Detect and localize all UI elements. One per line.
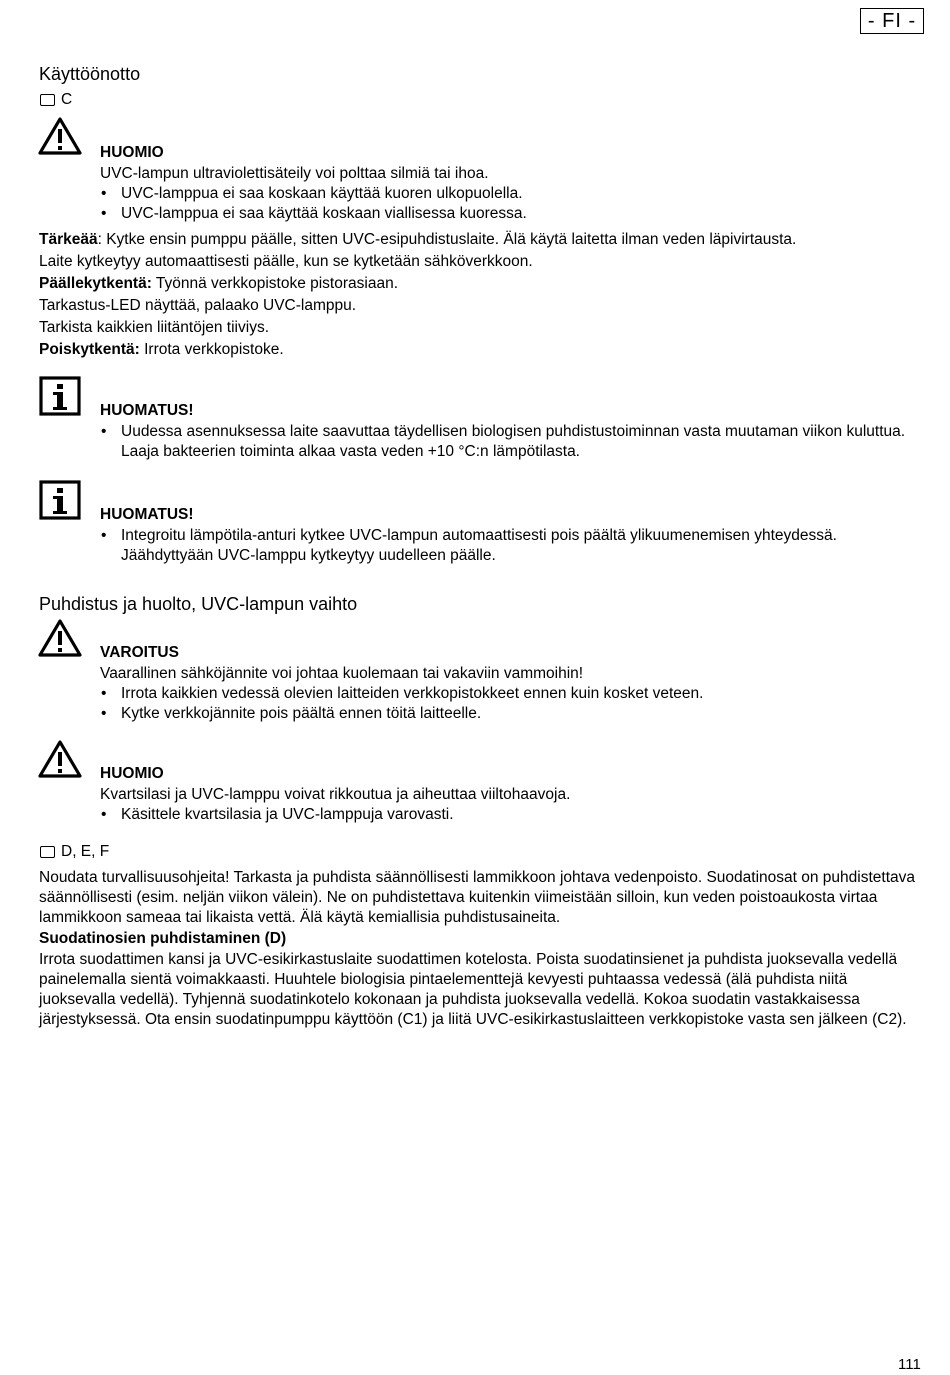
instruction-line <box>39 339 929 361</box>
note-block <box>100 401 920 462</box>
instruction-line <box>39 273 929 295</box>
list-item: • UVC-lamppua ei saa käyttää koskaan viallisessa kuoressa. <box>100 204 900 224</box>
warning-block <box>100 643 900 724</box>
caution-bullet-list <box>100 805 900 825</box>
figure-box-icon <box>40 94 55 106</box>
instruction-text: Irrota verkkopistoke. <box>139 341 284 358</box>
caution-heading: HUOMIO <box>100 144 164 161</box>
caution-text: UVC-lampun ultraviolettisäteily voi polttaa silmiä tai ihoa. <box>100 165 489 182</box>
caution-bullet-list <box>100 184 900 224</box>
instruction-text: Tarkista kaikkien liitäntöjen tiiviys. <box>39 319 270 336</box>
figure-reference-label: D, E, F <box>61 843 110 860</box>
instruction-text: : Kytke ensin pumppu päälle, sitten UVC-esipuhdistuslaite. Älä käytä laitetta ilman veden läpivirtausta. <box>97 231 797 248</box>
instruction-text: Tarkastus-LED näyttää, palaako UVC-lamppu. <box>39 297 357 314</box>
instruction-line <box>39 317 929 339</box>
instruction-line <box>39 229 929 251</box>
list-item: • Integroitu lämpötila-anturi kytkee UVC-lampun automaattisesti pois päältä ylikuumenemisen yhteydessä. Jäähdyttyään UVC-lamppu kytkeytyy uudelleen päälle. <box>100 526 920 566</box>
section-title-maintenance: Puhdistus ja huolto, UVC-lampun vaihto <box>39 594 358 614</box>
note-bullet-list <box>100 526 920 566</box>
info-icon <box>39 480 81 520</box>
maintenance-paragraph: Noudata turvallisuusohjeita! Tarkasta ja puhdista säännöllisesti lammikkoon johtava vedenpoisto. Suodatinosat on puhdistettava säännöllisesti (esim. neljän viikon välein). Ne on puhdistettava kuitenkin viimeistään silloin, kun veden poistoaukosta virtaa lammikkoon sameaa tai likaista vettä. Älä käytä kemiallisia puhdistusaineita. <box>39 869 916 926</box>
figure-reference <box>40 90 72 110</box>
language-tab: - FI - <box>860 8 924 34</box>
list-item: • Kytke verkkojännite pois päältä ennen töitä laitteelle. <box>100 704 900 724</box>
instruction-label: Tärkeää <box>39 231 98 248</box>
warning-triangle-icon <box>38 618 82 658</box>
section-title-commissioning: Käyttöönotto <box>39 64 141 84</box>
note-block <box>100 505 920 566</box>
subheading-filter-cleaning: Suodatinosien puhdistaminen (D) <box>39 930 287 947</box>
figure-box-icon <box>40 846 55 858</box>
note-bullet-list <box>100 422 920 462</box>
warning-heading: VAROITUS <box>100 644 179 661</box>
info-icon <box>39 376 81 416</box>
note-heading: HUOMATUS! <box>100 402 194 419</box>
list-item: • Uudessa asennuksessa laite saavuttaa täydellisen biologisen puhdistustoiminnan vasta muutaman viikon kuluttua. Laaja bakteerien toiminta alkaa vasta veden +10 °C:n lämpötilasta. <box>100 422 920 462</box>
list-item: • Käsittele kvartsilasia ja UVC-lamppuja varovasti. <box>100 805 900 825</box>
caution-text: Kvartsilasi ja UVC-lamppu voivat rikkoutua ja aiheuttaa viiltohaavoja. <box>100 786 571 803</box>
note-heading: HUOMATUS! <box>100 506 194 523</box>
warning-bullet-list <box>100 684 900 724</box>
warning-text: Vaarallinen sähköjännite voi johtaa kuolemaan tai vakaviin vammoihin! <box>100 665 584 682</box>
caution-heading: HUOMIO <box>100 765 164 782</box>
caution-block <box>100 143 900 224</box>
list-item: • Irrota kaikkien vedessä olevien laitteiden verkkopistokkeet ennen kuin kosket veteen. <box>100 684 900 704</box>
instruction-line <box>39 251 929 273</box>
caution-block <box>100 764 900 825</box>
maintenance-text <box>39 868 927 1030</box>
warning-triangle-icon <box>38 116 82 156</box>
instruction-label: Päällekytkentä: <box>39 275 152 292</box>
warning-triangle-icon <box>38 739 82 779</box>
instruction-label: Poiskytkentä: <box>39 341 140 358</box>
filter-cleaning-paragraph: Irrota suodattimen kansi ja UVC-esikirkastuslaite suodattimen kotelosta. Poista suodatinsienet ja puhdista juoksevalla vedellä painelemalla sientä voimakkaasti. Huuhtele biologisia pintaelementtejä kevyesti puhtaassa vedessä (älä puhdista niitä juoksevalla vedellä). Tyhjennä suodatinkotelo kokonaan ja puhdista juoksevalla vedellä. Kokoa suodatin vastakkaisessa järjestyksessä. Ota ensin suodatinpumppu käyttöön (C1) ja liitä UVC-esikirkastuslaitteen verkkopistoke vasta sen jälkeen (C2). <box>39 951 907 1028</box>
instruction-lines <box>39 229 929 361</box>
figure-reference <box>40 842 109 862</box>
instruction-text: Työnnä verkkopistoke pistorasiaan. <box>151 275 399 292</box>
figure-reference-label: C <box>61 91 73 108</box>
instruction-text: Laite kytkeytyy automaattisesti päälle, kun se kytketään sähköverkkoon. <box>39 253 533 270</box>
instruction-line <box>39 295 929 317</box>
list-item: • UVC-lamppua ei saa koskaan käyttää kuoren ulkopuolella. <box>100 184 900 204</box>
page-number: 111 <box>898 1356 921 1373</box>
